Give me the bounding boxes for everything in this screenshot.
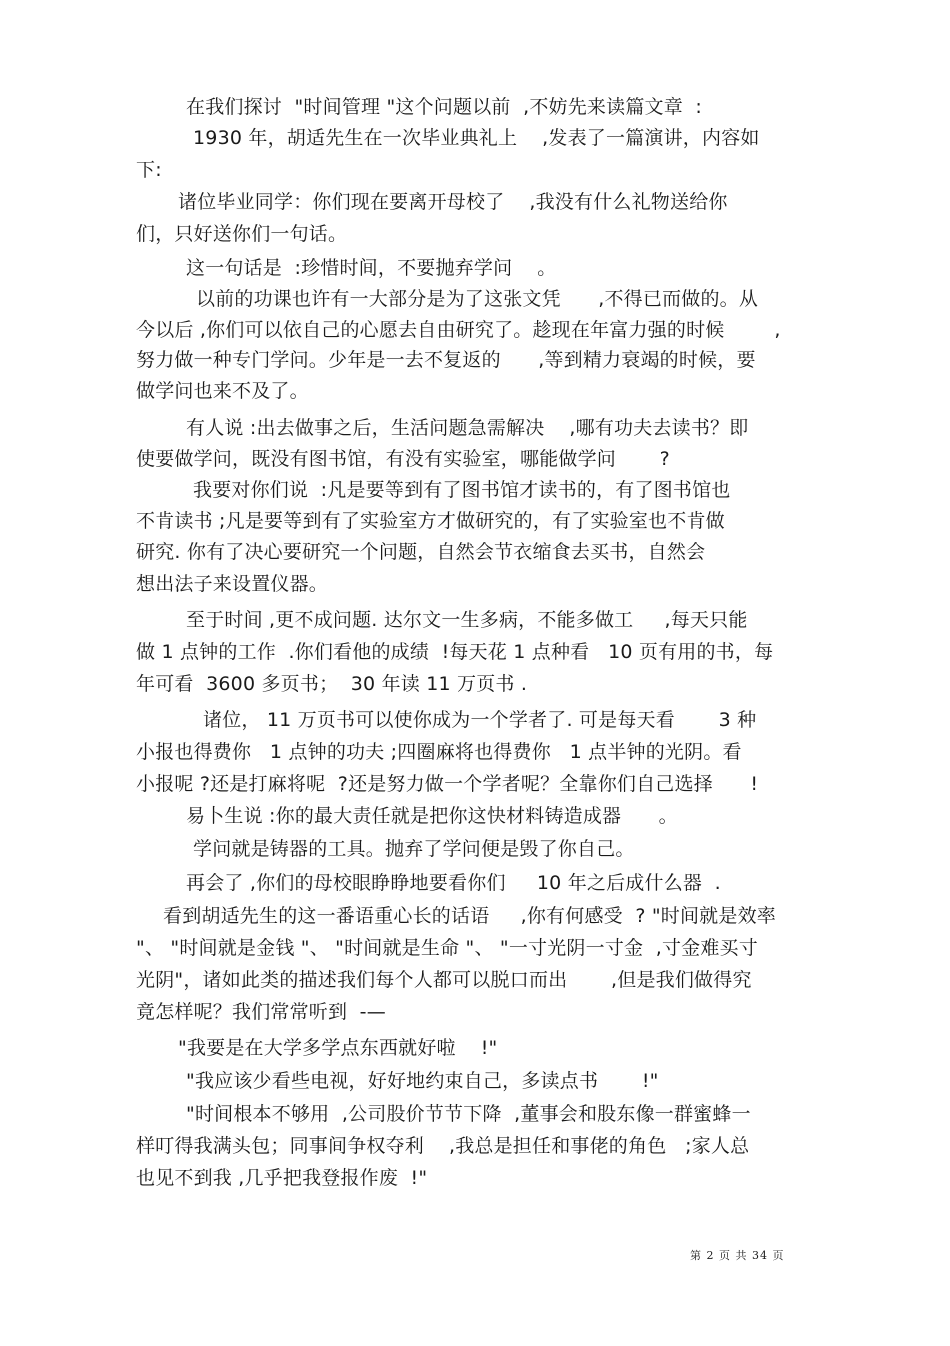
text-line: 不肯读书 ;凡是要等到有了实验室方才做研究的，有了实验室也不肯做 xyxy=(136,510,725,532)
text-line: 今以后 ,你们可以依自己的心愿去自由研究了。趁现在年富力强的时候 , xyxy=(136,319,781,341)
text-line: 想出法子来设置仪器。 xyxy=(136,573,329,595)
text-line: 在我们探讨 "时间管理 "这个问题以前 ,不妨先来读篇文章 : xyxy=(186,96,702,118)
text-line: "时间根本不够用 ,公司股价节节下降 ,董事会和股东像一群蜜蜂一 xyxy=(186,1103,751,1125)
text-line: 小报呢 ?还是打麻将呢 ?还是努力做一个学者呢？全靠你们自己选择 ! xyxy=(136,773,759,795)
text-line: 以前的功课也许有一大部分是为了这张文凭 ,不得已而做的。从 xyxy=(196,288,759,310)
text-line: 有人说 :出去做事之后，生活问题急需解决 ,哪有功夫去读书？即 xyxy=(186,417,749,439)
text-line: 使要做学问，既没有图书馆，有没有实验室，哪能做学问 ? xyxy=(136,448,670,470)
text-line: 做学问也来不及了。 xyxy=(136,380,309,402)
text-line: 样叮得我满头包；同事间争权夺利 ,我总是担任和事佬的角色 ;家人总 xyxy=(136,1135,750,1157)
text-line: 这一句话是 :珍惜时间，不要抛弃学问 。 xyxy=(186,257,557,279)
text-line: "我应该少看些电视，好好地约束自己，多读点书 !" xyxy=(186,1070,659,1092)
text-line: 我要对你们说 :凡是要等到有了图书馆才读书的，有了图书馆也 xyxy=(193,479,731,501)
text-line: 努力做一种专门学问。少年是一去不复返的 ,等到精力衰竭的时候，要 xyxy=(136,349,756,371)
text-line: 下: xyxy=(136,159,162,181)
text-line: "我要是在大学多学点东西就好啦 !" xyxy=(178,1037,498,1059)
text-line: 再会了 ,你们的母校眼睁睁地要看你们 10 年之后成什么器 . xyxy=(186,872,721,894)
text-line: "、 "时间就是金钱 "、 "时间就是生命 "、 "一寸光阴一寸金 ,寸金难买寸 xyxy=(136,937,758,959)
text-line: 诸位毕业同学：你们现在要离开母校了 ,我没有什么礼物送给你 xyxy=(178,191,728,213)
text-line: 看到胡适先生的这一番语重心长的话语 ,你有何感受 ? "时间就是效率 xyxy=(163,905,776,927)
page-number-footer: 第 2 页 共 34 页 xyxy=(690,1249,785,1262)
text-line: 光阴"，诸如此类的描述我们每个人都可以脱口而出 ,但是我们做得究 xyxy=(136,969,752,991)
text-line: 做 1 点钟的工作 .你们看他的成绩 !每天花 1 点种看 10 页有用的书，每 xyxy=(136,641,774,663)
text-line: 易卜生说 :你的最大责任就是把你这快材料铸造成器 。 xyxy=(186,805,678,827)
text-line: 小报也得费你 1 点钟的功夫 ;四圈麻将也得费你 1 点半钟的光阴。看 xyxy=(136,741,742,763)
text-line: 诸位， 11 万页书可以使你成为一个学者了. 可是每天看 3 种 xyxy=(203,709,757,731)
text-line: 1930 年，胡适先生在一次毕业典礼上 ,发表了一篇演讲，内容如 xyxy=(193,127,760,149)
text-line: 学问就是铸器的工具。抛弃了学问便是毁了你自己。 xyxy=(193,838,635,860)
text-line: 研究. 你有了决心要研究一个问题，自然会节衣缩食去买书，自然会 xyxy=(136,541,706,563)
text-line: 至于时间 ,更不成问题. 达尔文一生多病，不能多做工 ,每天只能 xyxy=(186,609,748,631)
text-line: 年可看 3600 多页书； 30 年读 11 万页书 . xyxy=(136,673,528,695)
text-line: 们，只好送你们一句话。 xyxy=(136,223,348,245)
text-line: 也见不到我 ,几乎把我登报作废 !" xyxy=(136,1167,428,1189)
text-line: 竟怎样呢？我们常常听到 -— xyxy=(136,1001,386,1023)
